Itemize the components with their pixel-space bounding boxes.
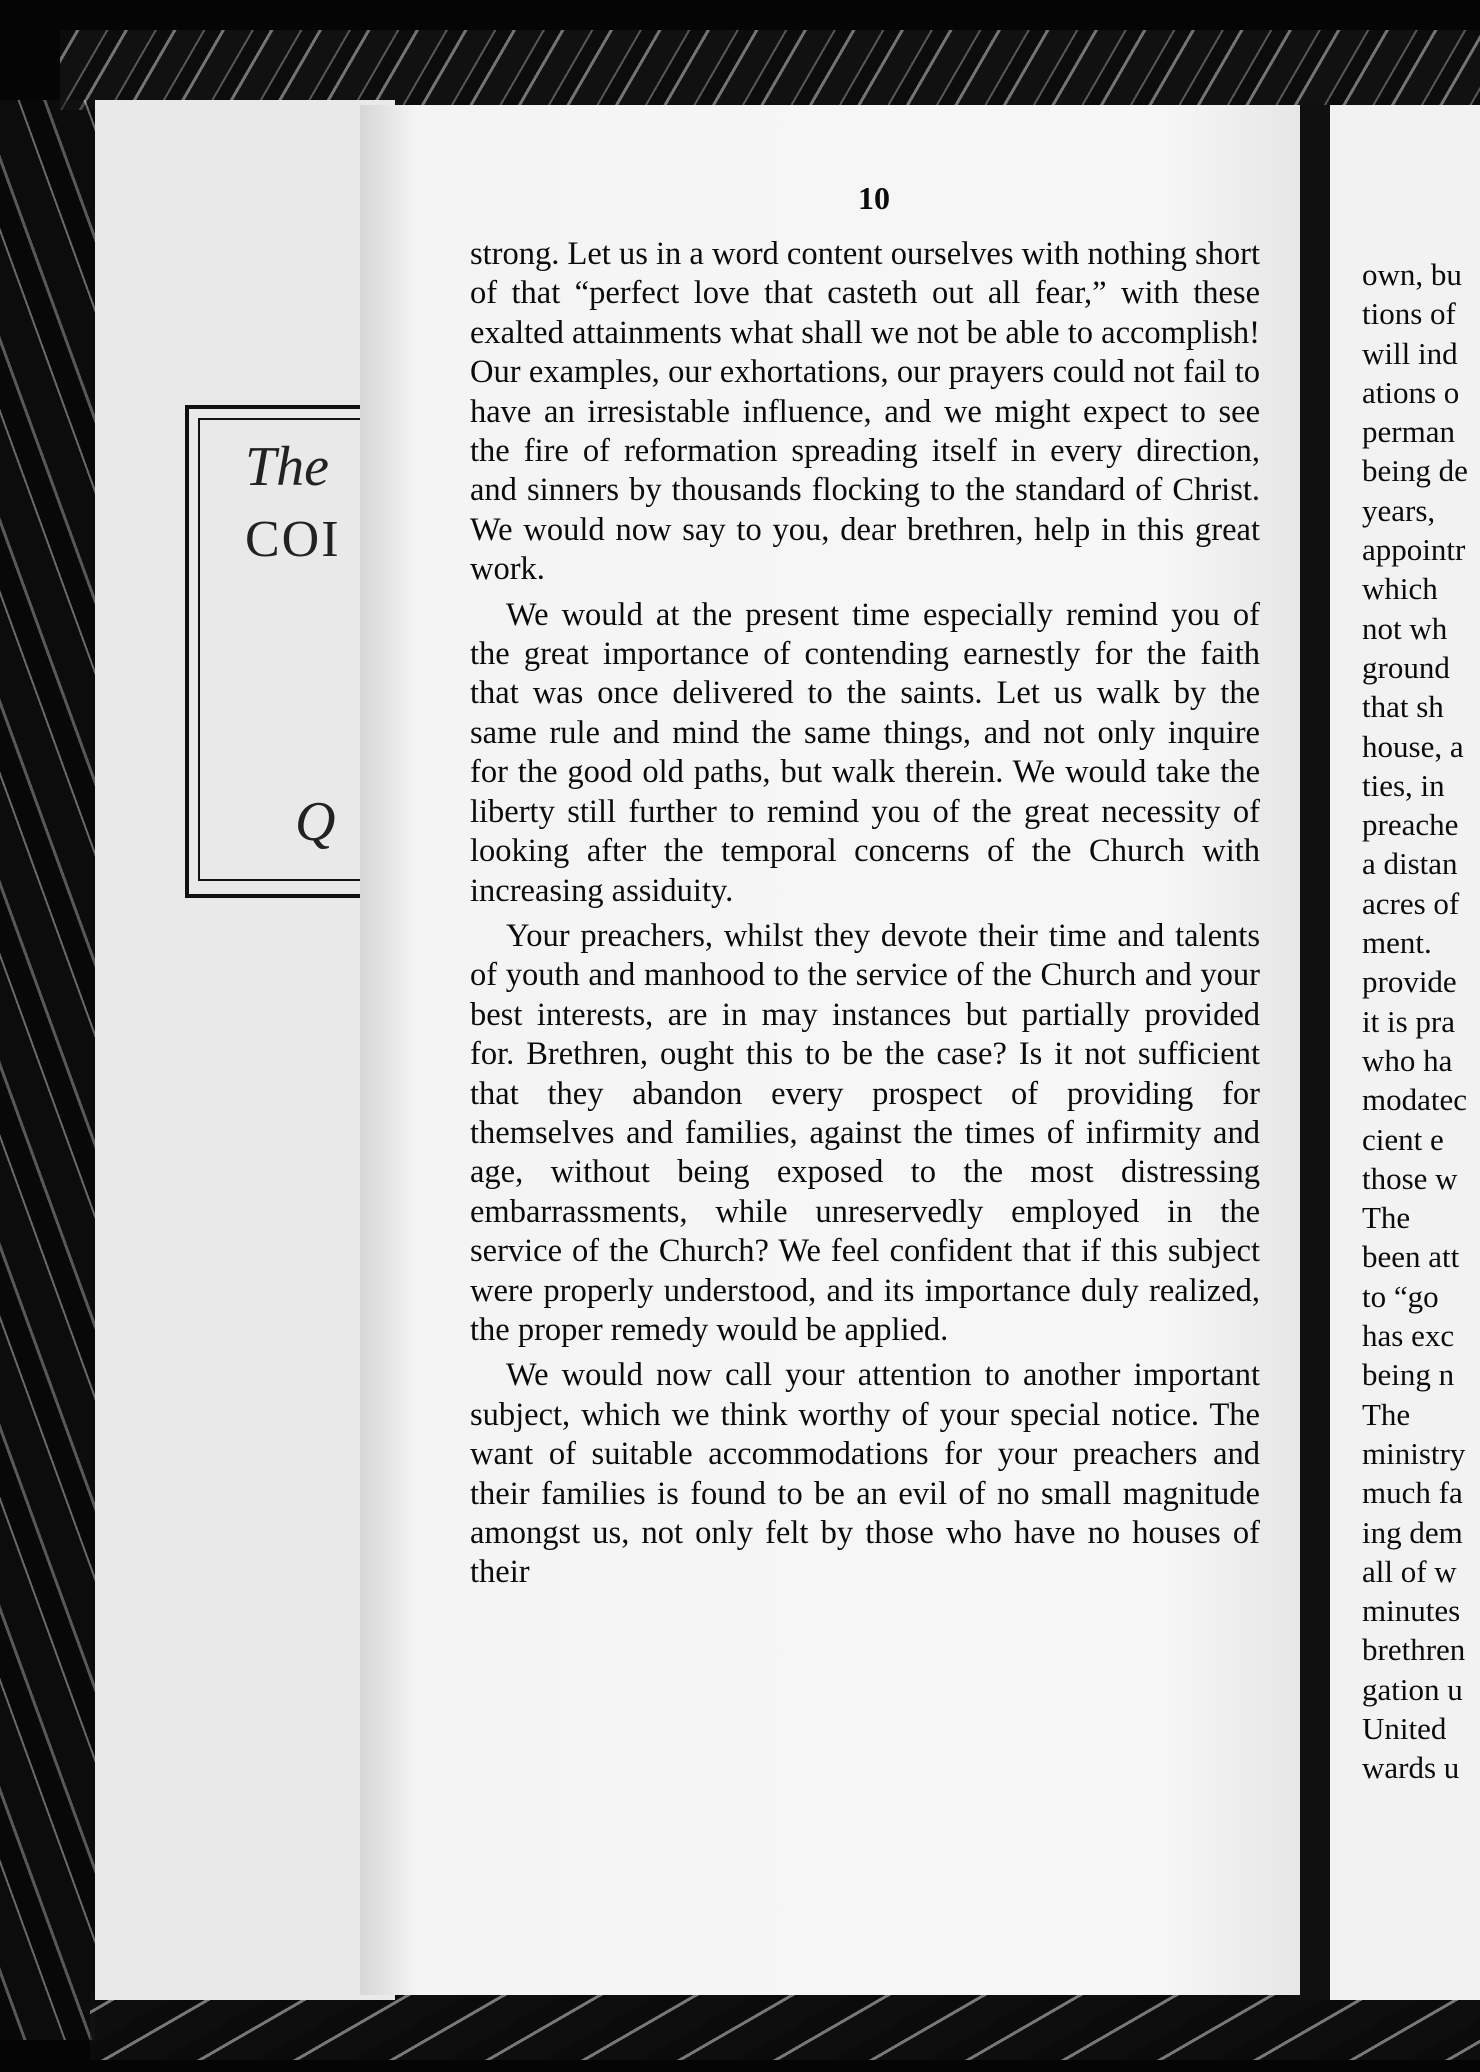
facing-page-line: The (1362, 1200, 1411, 1236)
cover-board (95, 100, 395, 2000)
marbled-edge-left (0, 100, 95, 2040)
facing-page-line: United (1362, 1710, 1447, 1746)
facing-page-line: cient e (1362, 1121, 1444, 1157)
facing-page-line: it is pra (1362, 1003, 1455, 1039)
facing-page-line: all of w (1362, 1553, 1457, 1589)
facing-page-line: being n (1362, 1357, 1455, 1393)
facing-page-line: modatec (1362, 1082, 1468, 1118)
facing-page-line: a distan (1362, 846, 1458, 882)
paragraph-3: Your preachers, whilst they devote their time and talents of youth and manhood to the service of the Church and your best interests, are in may instances but partially provided for. Brethren, ought this to be the case? Is it not sufficient that they abandon every prospect of providing for themselves and families, against the times of infirmity and age, without being exposed to the most distressing embarrassments, while unreservedly employed in the service of the Church? We feel confident that if this subject were properly understood, and its importance duly realized, the proper remedy would be applied. (470, 917, 1260, 1348)
facing-page-line: acres of (1362, 885, 1460, 921)
facing-page-line: own, bu (1362, 257, 1462, 292)
facing-page-line: provide (1362, 964, 1457, 1000)
facing-page-line: ties, in (1362, 767, 1445, 803)
facing-page-line: ment. (1362, 925, 1432, 961)
facing-page-line: that sh (1362, 689, 1444, 725)
book-gutter (1300, 105, 1330, 2000)
facing-page-line: perman (1362, 414, 1455, 450)
facing-page-line: ground (1362, 649, 1450, 685)
facing-page-line: being de (1362, 453, 1468, 489)
facing-page-line: will ind (1362, 335, 1458, 371)
facing-page-line: been att (1362, 1239, 1460, 1275)
cover-title-line1: The (245, 436, 329, 498)
facing-page-line: The (1362, 1396, 1411, 1432)
facing-page-line: minutes (1362, 1593, 1461, 1629)
cover-title-line2: COI (245, 511, 341, 568)
facing-page-line: gation u (1362, 1671, 1463, 1707)
facing-page-line: not wh (1362, 610, 1448, 646)
facing-page-line: years, (1362, 492, 1436, 528)
facing-page-line: ministry (1362, 1435, 1466, 1471)
facing-page-line: to “go (1362, 1278, 1439, 1314)
paragraph-2: We would at the present time especially remind you of the great importance of contending earnestly for the faith that was once delivered to the saints. Let us walk by the same rule and mind the same things, and not only inquire for the good old paths, but walk therein. We would take the liberty still further to remind you of the great necessity of looking after the temporal concerns of the Church with increasing assiduity. (470, 596, 1260, 909)
page-number: 10 (858, 180, 890, 216)
facing-page-line: appointr (1362, 532, 1466, 568)
facing-page-text (1362, 255, 1480, 1788)
facing-page-line: preache (1362, 807, 1459, 843)
paragraph-1: strong. Let us in a word content ourselves with nothing short of that “perfect love that casteth out all fear,” with these exalted attainments what shall we not be able to accomplish! Our examples, our exhortations, our prayers could not fail to have an irresistable influence, and we might expect to see the fire of reformation spreading itself in every direction, and sinners by thousands flocking to the standard of Christ. We would now say to you, dear brethren, help in this great work. (470, 236, 1260, 588)
facing-page-line: who ha (1362, 1042, 1453, 1078)
marbled-edge-bottom (90, 1990, 1480, 2060)
facing-page-line: those w (1362, 1160, 1458, 1196)
page-body (470, 235, 1260, 1593)
facing-page-line: ing dem (1362, 1514, 1463, 1550)
marbled-edge-top (60, 30, 1480, 110)
facing-page-line: wards u (1362, 1750, 1460, 1786)
paragraph-4: We would now call your attention to another important subject, which we think worthy of your special notice. The want of suitable accommodations for your preachers and their families is found to be an evil of no small magnitude amongst us, not only felt by those who have no houses of their (470, 1357, 1260, 1591)
facing-page-line: much fa (1362, 1475, 1463, 1511)
facing-page-line: which (1362, 571, 1438, 607)
facing-page-line: brethren (1362, 1632, 1466, 1668)
facing-page-line: house, a (1362, 728, 1464, 764)
facing-page-line: tions of (1362, 296, 1456, 332)
facing-page-line: has exc (1362, 1318, 1455, 1354)
cover-ornament-letter: Q (295, 791, 336, 853)
facing-page-line: ations o (1362, 374, 1460, 410)
